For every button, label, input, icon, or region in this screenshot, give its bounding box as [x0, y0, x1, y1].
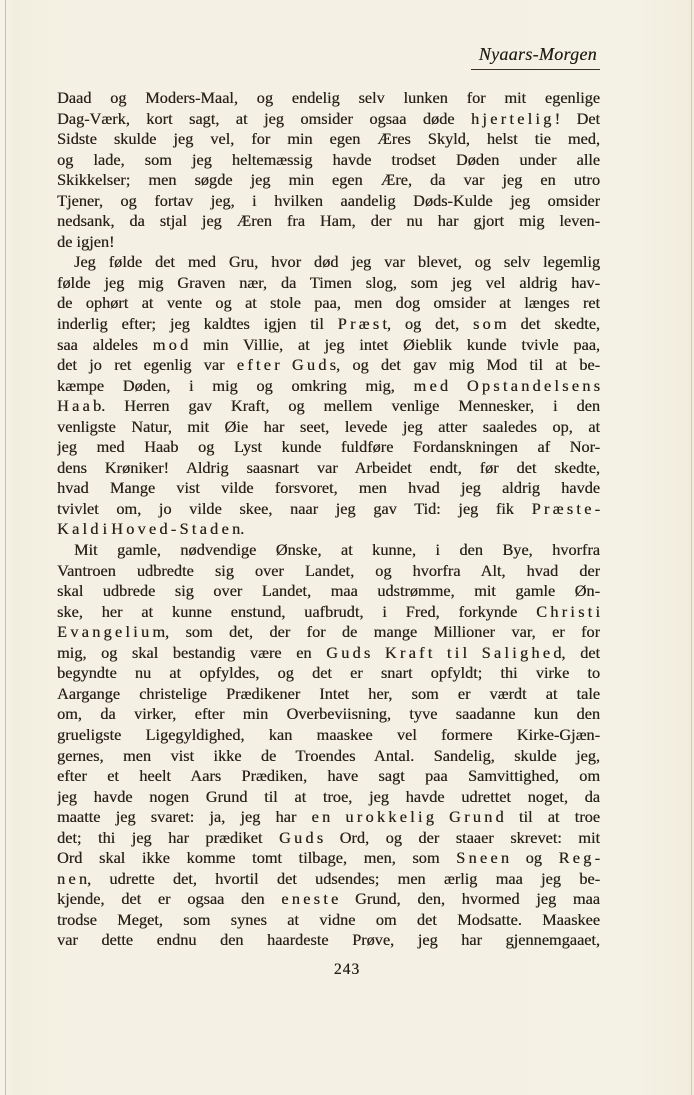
text-line: efter et heelt Aars Prædiken, have sagt paa Samvittighed, om: [57, 766, 600, 786]
text-line: følde jeg mig Graven nær, da Timen slog, som jeg vel aldrig hav-: [57, 272, 600, 292]
paragraph: [57, 252, 600, 540]
page-crease-line: [5, 0, 6, 1095]
text-line: Tjener, og fortav jeg, i hvilken aandelig Døds-Kulde jeg omsider: [57, 190, 600, 210]
text-line: Dag-Værk, kort sagt, at jeg omsider ogsaa døde h j e r t e l i g ! Det: [57, 108, 600, 128]
text-line: Skikkelser; men søgde jeg min egen Ære, da var jeg en utro: [57, 170, 600, 190]
text-line: maatte jeg svaret: ja, jeg har e n u r o k k e l i g G r u n d til at troe: [57, 807, 600, 827]
text-line: jeg havde nogen Grund til at troe, jeg havde udrettet noget, da: [57, 786, 600, 806]
text-line: K a l d i H o v e d - S t a d e n.: [57, 519, 245, 539]
text-line: var dette endnu den haardeste Prøve, jeg har gjennemgaaet,: [57, 930, 600, 950]
text-line: gernes, men vist ikke de Troendes Antal. Sandelig, skulde jeg,: [57, 745, 600, 765]
paragraph: [57, 540, 600, 951]
page-edge-line: [691, 0, 692, 1095]
text-line: kjende, det er ogsaa den e n e s t e Grund, den, hvormed jeg maa: [57, 889, 600, 909]
body-text-block: [57, 88, 600, 951]
paragraph: [57, 88, 600, 252]
text-line: Ord skal ikke komme tomt tilbage, men, som S n e e n og R e g -: [57, 848, 600, 868]
text-line: Mit gamle, nødvendige Ønske, at kunne, i den Bye, hvorfra: [74, 540, 600, 560]
text-line: Sidste skulde jeg vel, for min egen Æres Skyld, helst tie med,: [57, 129, 600, 149]
text-line: om, da virker, efter min Overbeviisning, tyve saadanne kun den: [57, 704, 600, 724]
running-header: Nyaars-Morgen: [471, 44, 600, 70]
text-line: grueligste Ligegyldighed, kan maaskee vel formere Kirke-Gjæn-: [57, 724, 600, 744]
text-line: Aargange christelige Prædikener Intet her, som er værdt at tale: [57, 683, 600, 703]
text-line: nedsank, da stjal jeg Æren fra Ham, der nu har gjort mig leven-: [57, 211, 600, 231]
text-line: skal udbrede sig over Landet, maa udstrømme, mit gamle Øn-: [57, 581, 600, 601]
text-line: det jo ret egenlig var e f t e r G u d s, og det gav mig Mod til at be-: [57, 355, 600, 375]
text-line: Daad og Moders-Maal, og endelig selv lunken for mit egenlige: [57, 88, 600, 107]
text-line: saa aldeles m o d min Villie, at jeg intet Øieblik kunde tvivle paa,: [57, 334, 600, 354]
text-line: inderlig efter; jeg kaldtes igjen til P r æ s t, og det, s o m det skedte,: [57, 314, 600, 334]
text-line: Vantroen udbredte sig over Landet, og hvorfra Alt, hvad der: [57, 560, 600, 580]
text-line: dens Krøniker! Aldrig saasnart var Arbeidet endt, før det skedte,: [57, 457, 600, 477]
text-line: Jeg følde det med Gru, hvor død jeg var blevet, og selv legemlig: [74, 252, 600, 272]
text-line: jeg med Haab og Lyst kunde fuldføre Fordanskningen af Nor-: [57, 437, 600, 457]
text-line: H a a b. Herren gav Kraft, og mellem venlige Mennesker, i den: [57, 396, 600, 416]
text-line: E v a n g e l i u m, som det, der for de mange Millioner var, er for: [57, 622, 600, 642]
text-line: de ophørt at vente og at stole paa, men dog omsider at længes ret: [57, 293, 600, 313]
text-line: venligste Natur, mit Øie har seet, levede jeg atter saaledes op, at: [57, 416, 600, 436]
text-line: ske, her at kunne enstund, uafbrudt, i Fred, forkynde C h r i s t i: [57, 601, 600, 621]
text-line: begyndte nu at opfyldes, og det er snart opfyldt; thi virke to: [57, 663, 600, 683]
text-line: tvivlet om, jo vilde skee, naar jeg gav Tid: jeg fik P r æ s t e -: [57, 498, 600, 518]
text-line: n e n, udrette det, hvortil det udsendes; men ærlig maa jeg be-: [57, 868, 600, 888]
text-line: trodse Meget, som synes at vidne om det Modsatte. Maaskee: [57, 909, 600, 929]
page-number: 243: [333, 961, 361, 978]
text-line: hvad Mange vist vilde forsvoret, men hvad jeg aldrig havde: [57, 478, 600, 498]
text-line: det; thi jeg har prædiket G u d s Ord, og der staaer skrevet: mit: [57, 827, 600, 847]
text-line: de igjen!: [57, 231, 115, 251]
text-line: kæmpe Døden, i mig og omkring mig, m e d O p s t a n d e l s e n s: [57, 375, 600, 395]
text-line: mig, og skal bestandig være en G u d s K r a f t t i l S a l i g h e d, det: [57, 642, 600, 662]
text-line: og lade, som jeg heltemæssig havde trodset Døden under alle: [57, 149, 600, 169]
